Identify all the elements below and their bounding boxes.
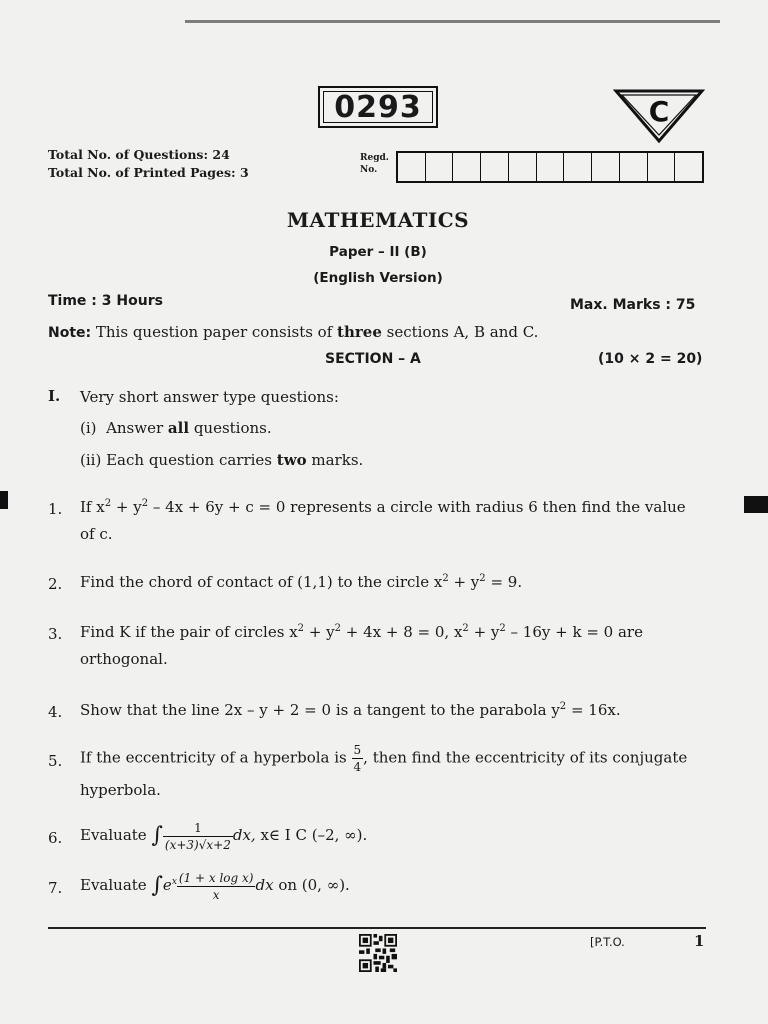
- regd-number-cell[interactable]: [398, 153, 426, 181]
- question-1: If $x^2 + y^2 - 4x + 6y + c = 0$ represents a circle with radius 6 then find the value of c.: [80, 498, 686, 543]
- pto-label: [P.T.O.: [590, 935, 625, 949]
- time-label: Time : 3 Hours: [48, 293, 163, 309]
- regd-number-cell[interactable]: [648, 153, 676, 181]
- section-marks: (10 × 2 = 20): [598, 351, 703, 367]
- question-number: 3.: [48, 625, 63, 643]
- question-number: 4.: [48, 703, 63, 721]
- question-5: If the eccentricity of a hyperbola is $\frac{5}{4}$ , then find the eccentricity of its conjugate hyperbola.: [80, 743, 688, 799]
- instruction-1: (i) Answer all questions.: [80, 419, 272, 437]
- set-badge: [613, 88, 705, 144]
- paper-title: Paper – II (B): [329, 244, 427, 260]
- regd-number-cell[interactable]: [453, 153, 481, 181]
- question-number: 5.: [48, 752, 63, 770]
- fraction: $\frac{5}{4}$: [353, 743, 362, 774]
- alignment-mark-left: [0, 491, 8, 509]
- question-3: Find K if the pair of circles $x^2 + y^2 + 4x + 8 = 0$, $x^2 + y^2 - 16y + k = 0$ are orthogonal.: [80, 623, 643, 668]
- question-number: 6.: [48, 829, 63, 847]
- top-rule: [185, 20, 720, 23]
- question-6: Evaluate ∫ $\frac{1}{(x+3)√x+2}$ dx, x∈ I C (–2, ∞).: [80, 820, 368, 852]
- regd-number-cell[interactable]: [564, 153, 592, 181]
- fraction: $\frac{\text{(1 + x log x)}}{x}$: [178, 870, 254, 902]
- regd-number-cell[interactable]: [481, 153, 509, 181]
- question-7: Evaluate $\int e^x$ $\frac{\text{(1 + x log x)}}{x}$ dx on (0, ∞).: [80, 870, 350, 902]
- qr-code-icon: [359, 934, 397, 972]
- part-roman: I.: [48, 387, 61, 405]
- regd-number-cell[interactable]: [509, 153, 537, 181]
- regd-label: Regd. No.: [360, 153, 389, 175]
- instruction-2: (ii) Each question carries two marks.: [80, 451, 364, 469]
- set-letter: C: [648, 95, 670, 128]
- question-2: Find the chord of contact of (1,1) to the circle $x^2 + y^2 = 9$.: [80, 573, 523, 591]
- regd-number-cell[interactable]: [592, 153, 620, 181]
- total-pages: Total No. of Printed Pages: 3: [48, 165, 249, 180]
- part-title: Very short answer type questions:: [80, 388, 339, 406]
- question-number: 7.: [48, 879, 63, 897]
- regd-number-cell[interactable]: [675, 153, 702, 181]
- question-number: 1.: [48, 500, 63, 518]
- note: Note: This question paper consists of three sections A, B and C.: [48, 323, 539, 341]
- paper-code: 0293: [323, 91, 433, 123]
- fraction: $\frac{1}{(x+3)√x+2}$: [164, 820, 231, 852]
- paper-code-box: [318, 86, 438, 128]
- regd-number-boxes[interactable]: [396, 151, 704, 183]
- version-label: (English Version): [313, 270, 443, 286]
- page-number: 1: [694, 932, 705, 950]
- regd-number-cell[interactable]: [426, 153, 454, 181]
- question-number: 2.: [48, 575, 63, 593]
- regd-number-cell[interactable]: [537, 153, 565, 181]
- alignment-mark-right: [744, 496, 768, 513]
- question-4: Show that the line 2x – y + 2 = 0 is a tangent to the parabola $y^2 = 16x$.: [80, 701, 621, 719]
- section-title: SECTION – A: [325, 351, 421, 367]
- regd-number-cell[interactable]: [620, 153, 648, 181]
- total-questions: Total No. of Questions: 24: [48, 147, 230, 162]
- footer-rule: [48, 927, 706, 929]
- subject-title: MATHEMATICS: [286, 208, 470, 232]
- max-marks: Max. Marks : 75: [570, 297, 696, 313]
